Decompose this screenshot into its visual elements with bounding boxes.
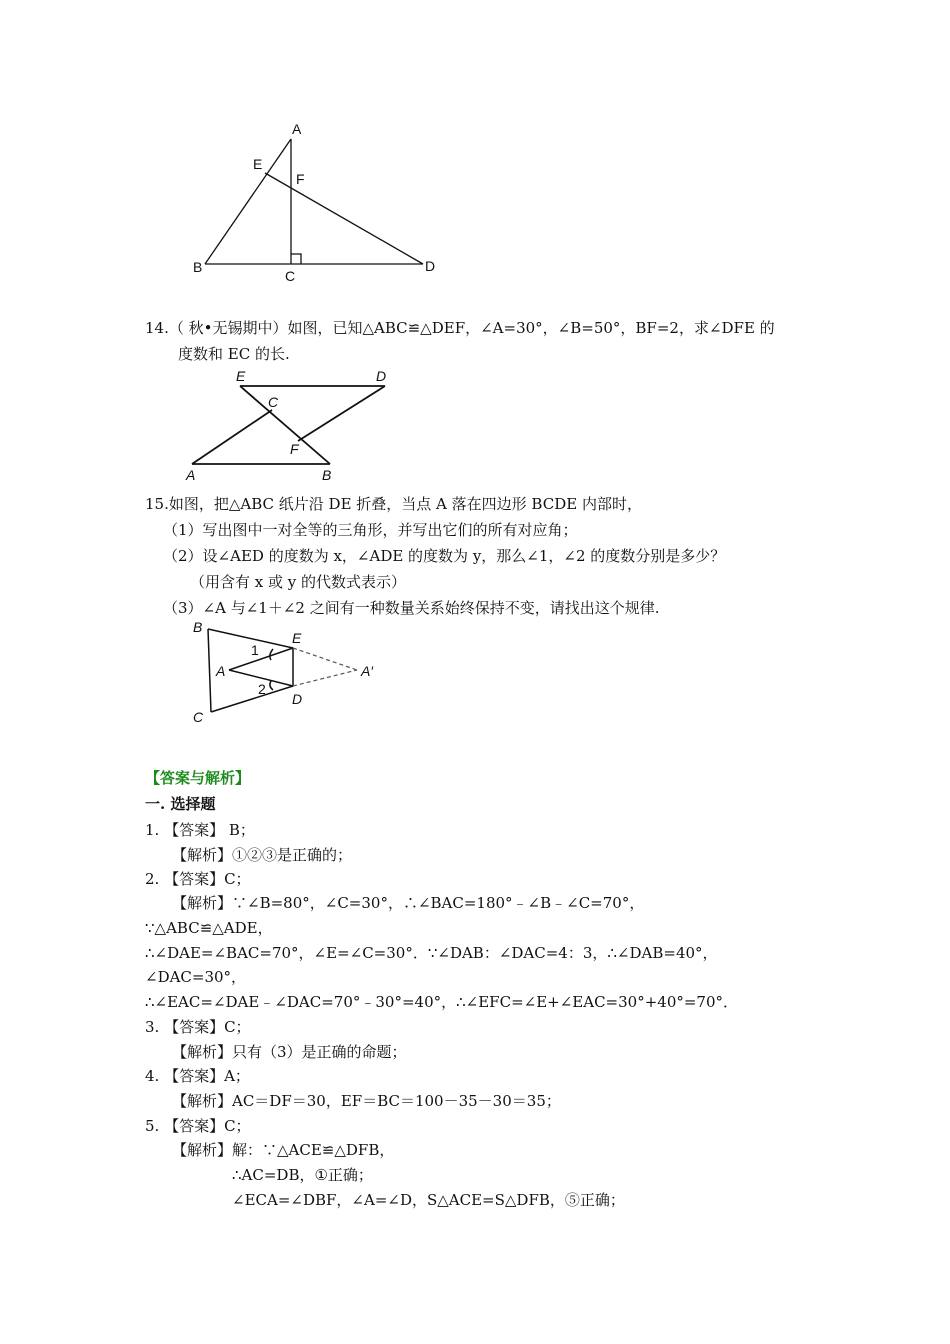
q14-line1: 14.（ 秋•无锡期中）如图，已知△ABC≌△DEF，∠A=30°，∠B=50°，BF=2，求∠DFE 的 — [145, 319, 775, 337]
q15-line1: （1）写出图中一对全等的三角形，并写出它们的所有对应角； — [163, 521, 578, 539]
analysis-4: 【解析】AC＝DF＝30，EF＝BC＝100－35－30＝35； — [172, 1092, 561, 1110]
label-A: A — [186, 467, 196, 483]
label-F: F — [296, 171, 305, 187]
analysis-1: 【解析】①②③是正确的； — [172, 846, 353, 864]
q15-line4: （3）∠A 与∠1＋∠2 之间有一种数量关系始终保持不变，请找出这个规律. — [163, 599, 660, 617]
label-C: C — [285, 268, 296, 284]
label-E: E — [292, 630, 302, 646]
label-angle-2: 2 — [258, 681, 266, 697]
answers-heading: 【答案与解析】 — [145, 769, 251, 787]
label-F: F — [290, 441, 299, 457]
analysis-5-line2: ∴AC=DB，①正确； — [232, 1166, 373, 1184]
analysis-5-line3: ∠ECA=∠DBF，∠A=∠D，S△ACE=S△DFB，⑤正确； — [232, 1191, 625, 1209]
label-A: A — [216, 663, 226, 679]
label-D: D — [425, 258, 436, 274]
q14-line2: 度数和 EC 的长. — [178, 345, 290, 363]
figure-14-triangles — [180, 366, 400, 484]
analysis-5-line1: 【解析】解：∵△ACE≌△DFB， — [172, 1141, 395, 1159]
label-C: C — [193, 709, 204, 725]
answer-3: 3. 【答案】C； — [145, 1018, 251, 1036]
q15-line3: （用含有 x 或 y 的代数式表示） — [190, 573, 407, 591]
label-A-prime: A′ — [361, 663, 373, 679]
analysis-2-line2: ∵△ABC≌△ADE， — [145, 919, 273, 937]
label-D: D — [292, 691, 303, 707]
analysis-2-line3: ∴∠DAE=∠BAC=70°，∠E=∠C=30°．∵∠DAB：∠DAC=4：3，∴∠DAB=40°， — [145, 944, 718, 962]
label-angle-1: 1 — [251, 642, 259, 658]
answer-2: 2. 【答案】C； — [145, 870, 251, 888]
analysis-2-line5: ∴∠EAC=∠DAE﹣∠DAC=70°﹣30°=40°，∴∠EFC=∠E+∠EAC=30°+40°=70°． — [145, 993, 739, 1011]
label-E: E — [253, 156, 263, 172]
label-B: B — [193, 259, 203, 275]
figure-15-fold — [185, 614, 395, 726]
label-D: D — [376, 368, 387, 384]
label-A: A — [292, 121, 302, 137]
figure-13-triangle — [185, 112, 455, 287]
label-E: E — [236, 368, 246, 384]
q15-line2: （2）设∠AED 的度数为 x，∠ADE 的度数为 y，那么∠1，∠2 的度数分别是多少？ — [163, 547, 726, 565]
analysis-3: 【解析】只有（3）是正确的命题； — [172, 1043, 407, 1061]
label-B: B — [322, 467, 332, 483]
label-C: C — [268, 394, 279, 410]
analysis-2-line4: ∠DAC=30°， — [145, 968, 247, 986]
section-title: 一. 选择题 — [145, 795, 216, 813]
analysis-2-line1: 【解析】∵∠B=80°，∠C=30°，∴∠BAC=180°﹣∠B﹣∠C=70°， — [172, 894, 645, 912]
answer-5: 5. 【答案】C； — [145, 1117, 251, 1135]
answer-1: 1. 【答案】 B； — [145, 821, 255, 839]
q15-line0: 15.如图，把△ABC 纸片沿 DE 折叠，当点 A 落在四边形 BCDE 内部时， — [145, 495, 642, 513]
label-B: B — [193, 619, 203, 635]
answer-4: 4. 【答案】A； — [145, 1067, 250, 1085]
